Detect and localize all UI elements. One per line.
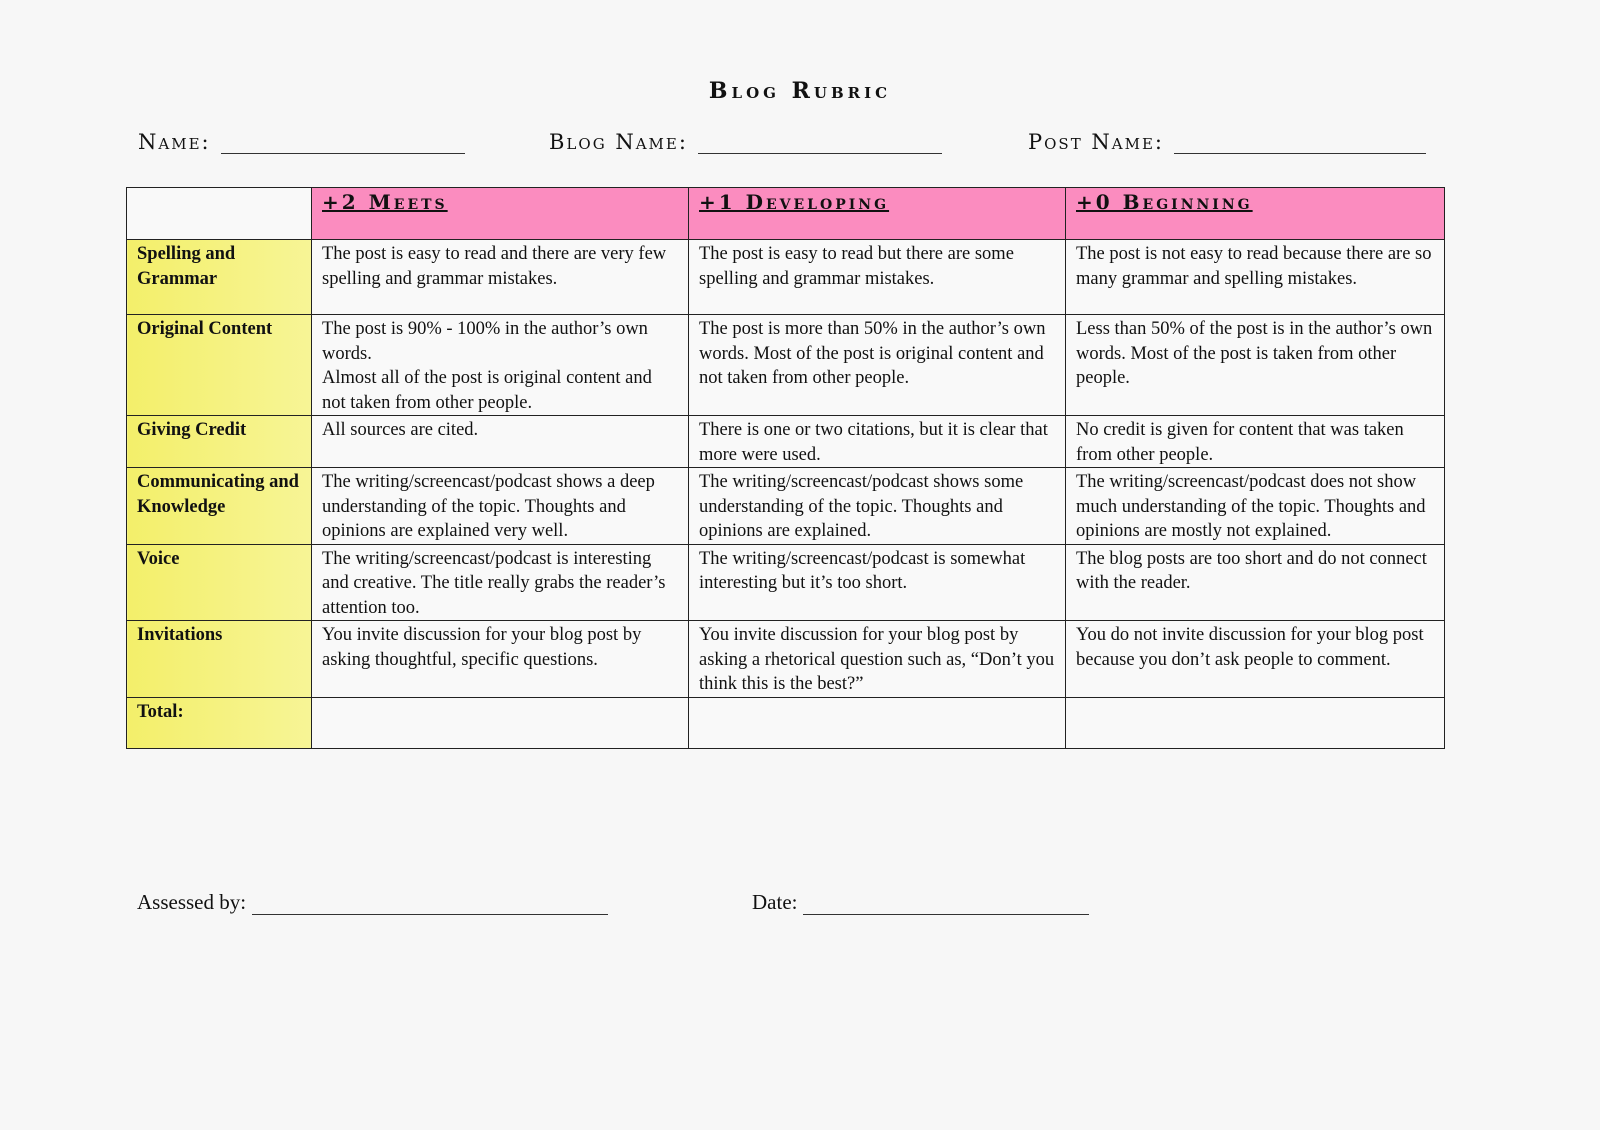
blog-name-blank-line[interactable] [698,131,942,154]
rubric-cell: The writing/screencast/podcast is somewhat interesting but it’s too short. [689,544,1066,621]
row-label: Original Content [127,315,312,416]
row-label: Spelling and Grammar [127,240,312,315]
header-fields [138,130,1438,166]
table-row [127,621,1445,698]
total-row [127,697,1445,748]
table-row [127,544,1445,621]
assessed-by-blank-line[interactable] [252,894,608,915]
column-header-meets: +2 Meets [312,188,689,240]
header-row [127,188,1445,240]
page-title: Blog Rubric [708,78,892,104]
rubric-cell: The post is easy to read but there are some spelling and grammar mistakes. [689,240,1066,315]
post-name-blank-line[interactable] [1174,131,1426,154]
name-blank-line[interactable] [221,131,465,154]
rubric-cell: All sources are cited. [312,416,689,468]
rubric-cell: The writing/screencast/podcast shows a deep understanding of the topic. Thoughts and opinions are explained very well. [312,468,689,545]
table-row [127,240,1445,315]
row-label: Communicating and Knowledge [127,468,312,545]
rubric-cell: You do not invite discussion for your blog post because you don’t ask people to comment. [1066,621,1445,698]
rubric-cell: You invite discussion for your blog post by asking thoughtful, specific questions. [312,621,689,698]
table-row [127,468,1445,545]
row-label: Giving Credit [127,416,312,468]
rubric-cell: There is one or two citations, but it is clear that more were used. [689,416,1066,468]
row-label: Voice [127,544,312,621]
rubric-cell: No credit is given for content that was taken from other people. [1066,416,1445,468]
total-cell-meets[interactable] [312,697,689,748]
rubric-cell: You invite discussion for your blog post by asking a rhetorical question such as, “Don’t you think this is the best?” [689,621,1066,698]
total-label: Total: [127,697,312,748]
post-name-label: Post Name: [1028,130,1164,154]
rubric-cell: The writing/screencast/podcast shows some understanding of the topic. Thoughts and opinions are explained. [689,468,1066,545]
rubric-cell: The post is 90% - 100% in the author’s own words. Almost all of the post is original content and not taken from other people. [312,315,689,416]
blog-name-field[interactable] [549,130,942,154]
name-field[interactable] [138,130,465,154]
footer [137,890,1437,922]
rubric-table [126,187,1445,749]
rubric-cell: The writing/screencast/podcast is interesting and creative. The title really grabs the reader’s attention too. [312,544,689,621]
rubric-cell: The post is more than 50% in the author’s own words. Most of the post is original content and not taken from other people. [689,315,1066,416]
column-header-developing: +1 Developing [689,188,1066,240]
table-row [127,416,1445,468]
corner-cell [127,188,312,240]
date-blank-line[interactable] [803,894,1089,915]
date-field[interactable] [752,890,1089,915]
rubric-cell: The post is not easy to read because there are so many grammar and spelling mistakes. [1066,240,1445,315]
row-label: Invitations [127,621,312,698]
rubric-cell: The writing/screencast/podcast does not show much understanding of the topic. Thoughts and opinions are mostly not explained. [1066,468,1445,545]
blog-name-label: Blog Name: [549,130,688,154]
total-cell-developing[interactable] [689,697,1066,748]
table-row [127,315,1445,416]
rubric-cell: The blog posts are too short and do not connect with the reader. [1066,544,1445,621]
column-header-beginning: +0 Beginning [1066,188,1445,240]
rubric-cell: Less than 50% of the post is in the author’s own words. Most of the post is taken from other people. [1066,315,1445,416]
assessed-by-field[interactable] [137,890,608,915]
date-label: Date: [752,890,798,914]
post-name-field[interactable] [1028,130,1426,154]
assessed-by-label: Assessed by: [137,890,247,914]
total-cell-beginning[interactable] [1066,697,1445,748]
name-label: Name: [138,130,211,154]
rubric-cell: The post is easy to read and there are very few spelling and grammar mistakes. [312,240,689,315]
